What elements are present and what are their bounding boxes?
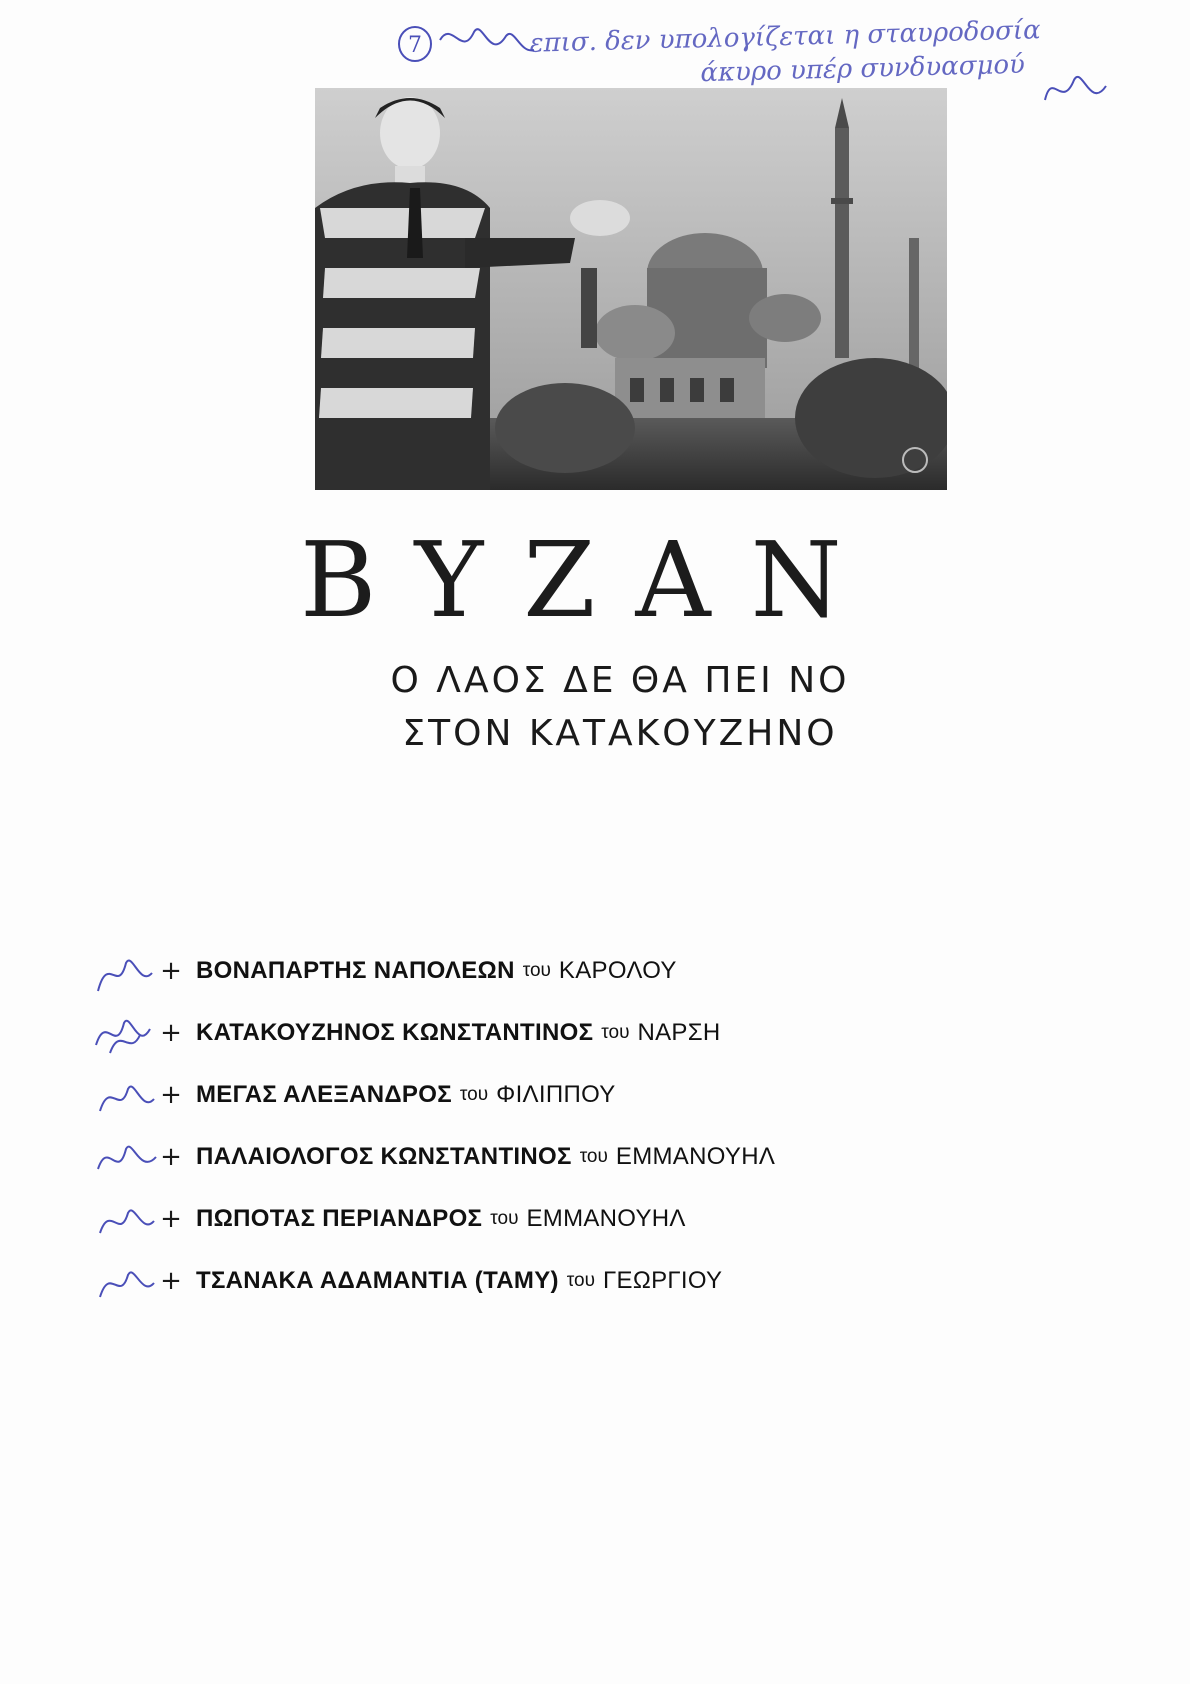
candidate-name: ΤΣΑΝΑΚΑ ΑΔΑΜΑΝΤΙΑ (ΤΑΜΥ) <box>196 1267 559 1294</box>
handwritten-number: 7 <box>408 33 422 58</box>
candidate-father: ΦΙΛΙΠΠΟΥ <box>496 1081 616 1108</box>
cross-mark: + <box>160 1142 182 1172</box>
cross-mark: + <box>160 1266 182 1296</box>
candidate-row[interactable] <box>90 1064 990 1126</box>
cross-mark: + <box>160 1018 182 1048</box>
candidate-father: ΕΜΜΑΝΟΥΗΛ <box>526 1205 686 1232</box>
candidate-father: ΕΜΜΑΝΟΥΗΛ <box>615 1143 776 1170</box>
candidate-father: ΝΑΡΣΗ <box>637 1019 721 1046</box>
slogan-line2: ΣΤΟΝ ΚΑΤΑΚΟΥΖΗΝΟ <box>402 713 838 754</box>
candidate-row[interactable] <box>90 1126 990 1188</box>
cross-mark: + <box>160 956 182 986</box>
candidate-name: ΠΑΛΑΙΟΛΟΓΟΣ ΚΩΝΣΤΑΝΤΙΝΟΣ <box>196 1143 572 1170</box>
candidate-row[interactable] <box>90 1002 990 1064</box>
handwritten-mark <box>90 1005 160 1061</box>
handwritten-mark <box>90 1191 160 1247</box>
candidate-father: ΚΑΡΟΛΟΥ <box>558 957 677 984</box>
candidate-list <box>90 940 990 1312</box>
candidate-of: του <box>579 1146 608 1167</box>
candidate-name: ΠΩΠΟΤΑΣ ΠΕΡΙΑΝΔΡΟΣ <box>196 1205 483 1232</box>
candidate-name: ΜΕΓΑΣ ΑΛΕΞΑΝΔΡΟΣ <box>196 1081 452 1108</box>
cross-mark: + <box>160 1080 182 1110</box>
candidate-name: ΒΟΝΑΠΑΡΤΗΣ ΝΑΠΟΛΕΩΝ <box>196 957 515 984</box>
candidate-of: του <box>490 1208 519 1229</box>
handwritten-note-line2: άκυρο υπέρ συνδυασμού <box>700 49 1026 89</box>
candidate-of: του <box>601 1022 630 1043</box>
candidate-of: του <box>522 960 551 981</box>
candidate-of: του <box>459 1084 489 1105</box>
handwritten-note-line1: επισ. δεν υπολογίζεται η σταυροδοσία <box>529 15 1042 59</box>
handwritten-mark <box>90 1129 160 1185</box>
slogan-line1: Ο ΛΑΟΣ ΔΕ ΘΑ ΠΕΙ ΝΟ <box>390 660 850 701</box>
candidate-father: ΓΕΩΡΓΙΟΥ <box>603 1267 723 1294</box>
candidate-row[interactable] <box>90 1188 990 1250</box>
candidate-name: ΚΑΤΑΚΟΥΖΗΝΟΣ ΚΩΝΣΤΑΝΤΙΝΟΣ <box>196 1019 594 1046</box>
handwritten-mark <box>90 943 160 999</box>
campaign-photo <box>315 88 947 490</box>
handwritten-mark <box>90 1067 160 1123</box>
handwritten-note <box>529 13 1042 94</box>
candidate-of: του <box>566 1270 595 1291</box>
cross-mark: + <box>160 1204 182 1234</box>
candidate-row[interactable] <box>90 1250 990 1312</box>
candidate-row[interactable] <box>90 940 990 1002</box>
party-logo: BYZAN <box>300 519 882 641</box>
handwritten-mark <box>90 1253 160 1309</box>
